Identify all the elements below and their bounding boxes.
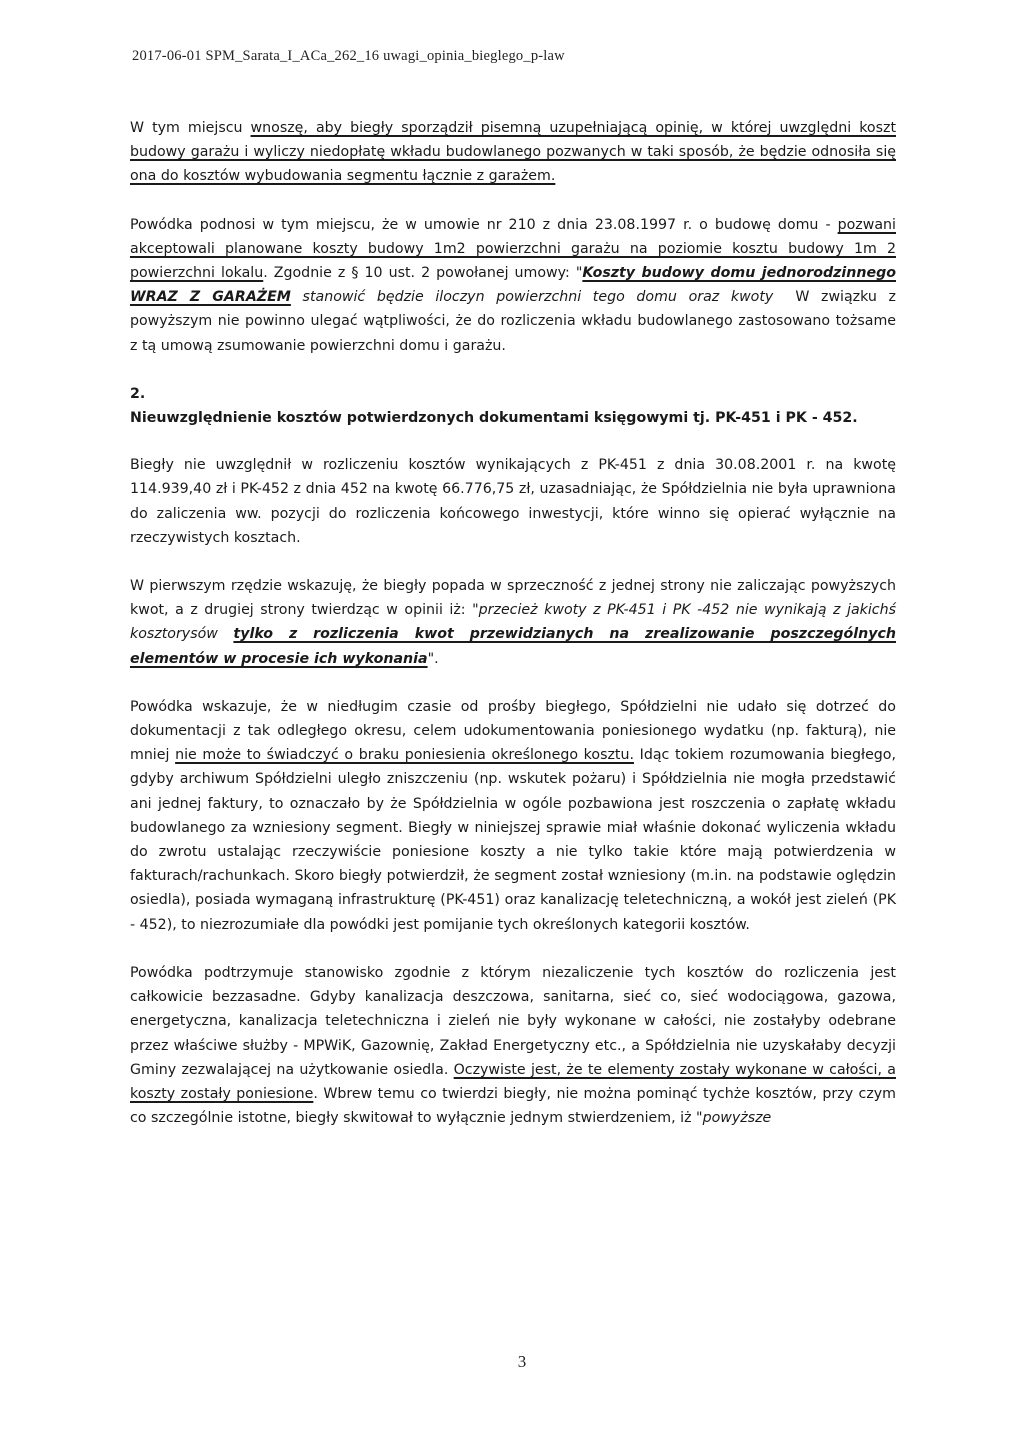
paragraph-documentation: [130, 695, 896, 937]
paragraph-position: [130, 961, 896, 1130]
paragraph-text: Powódka podtrzymuje stanowisko zgodnie z którym niezaliczenie tych kosztów do rozliczenia jest całkowicie bezzasadne. Gdyby kanalizacja deszczowa, sanitarna, sieć co, sieć wodociągowa, gazowa, energetyczna, kanalizacja teletechniczna i zieleń nie były wykonane w całości, nie zostałyby odebrane przez właściwe służby - MPWiK, Gazownię, Zakład Energetyczny etc., a Spółdzielnia nie uzyskałaby decyzji Gminy zezwalającej na użytkowanie osiedla.: [130, 964, 896, 1078]
document-header: 2017-06-01 SPM_Sarata_I_ACa_262_16 uwagi_opinia_bieglego_p-law: [132, 48, 565, 64]
paragraph-text: . Zgodnie z § 10 ust. 2 powołanej umowy: ": [263, 265, 583, 282]
paragraph-request-supplementary-opinion: [130, 116, 896, 189]
paragraph-pk-costs: Biegły nie uwzględnił w rozliczeniu kosztów wynikających z PK-451 z dnia 30.08.2001 r. na kwotę 114.939,40 zł i PK-452 z dnia 452 na kwotę 66.776,75 zł, uzasadniając, że Spółdzielnia nie była uprawniona do zaliczenia ww. pozycji do rozliczenia końcowego inwestycji, które winno się opierać wyłącznie na rzeczywistych kosztach.: [130, 457, 896, 546]
italic-bold-underlined-quote: tylko z rozliczenia kwot przewidzianych na zrealizowanie poszczególnych elementów w procesie ich wykonania: [130, 626, 896, 667]
paragraph-text: W pierwszym rzędzie wskazuję, że biegły popada w sprzeczność z jednej strony nie zaliczając powyższych kwot, a z drugiej strony twierdząc w opinii iż: ": [130, 578, 896, 619]
italic-quote: przecież kwoty z PK-451 i PK -452 nie wynikają z jakichś kosztorysów: [130, 602, 896, 643]
paragraph-text: . Wbrew temu co twierdzi biegły, nie można pominąć tychże kosztów, przy czym co szczególnie istotne, biegły skwitował to wyłącznie jednym stwierdzeniem, iż ": [130, 1085, 897, 1127]
underlined-text: nie może to świadczyć o braku poniesienia określonego kosztu.: [175, 747, 634, 764]
underlined-text: wnoszę, aby biegły sporządził pisemną uzupełniającą opinię, w której uwzględni koszt budowy garażu i wyliczy niedopłatę wkładu budowlanego pozwanych w taki sposób, że będzie odnosiła się ona do kosztów wybudowania segmentu łącznie z garażem.: [130, 120, 897, 185]
document-body: [130, 116, 896, 1130]
italic-bold-underlined-quote: Koszty budowy domu jednorodzinnego WRAZ Z GARAŻEM: [130, 265, 896, 306]
italic-quote: powyższe: [702, 1110, 772, 1127]
paragraph-text: ".: [427, 650, 439, 667]
underlined-text: pozwani akceptowali planowane koszty budowy 1m2 powierzchni garażu na poziomie kosztu budowy 1m 2 powierzchni lokalu: [130, 216, 896, 282]
paragraph-text: Idąc tokiem rozumowania biegłego, gdyby archiwum Spółdzielni uległo zniszczeniu (np. wskutek pożaru) i Spółdzielnia nie mogła przedstawić ani jednej faktury, to oznaczało by że Spółdzielnia w ogóle pozbawiona jest roszczenia o zapłatę wkładu budowlanego za wzniesiony segment. Biegły w niniejszej sprawie miał właśnie dokonać wyliczenia wkładu do zwrotu ustalając rzeczywiście poniesione koszty a nie tylko takie które mają potwierdzenia w fakturach/rachunkach. Skoro biegły potwierdził, że segment został wzniesiony (m.in. na podstawie oględzin osiedla), posiada wymaganą infrastrukturę (PK-451) oraz kanalizację teletechniczną, a wokół jest zieleń (PK - 452), to niezrozumiałe dla powódki jest pomijanie tych określonych kategorii kosztów.: [130, 747, 896, 933]
paragraph-text: W związku z powyższym nie powinno ulegać wątpliwości, że do rozliczenia wkładu budowlanego zastosowano tożsame z tą umową zsumowanie powierzchni domu i garażu.: [130, 289, 896, 354]
paragraph-contract-garage: [130, 213, 896, 358]
page-number: 3: [517, 1352, 527, 1371]
paragraph-text: W tym miejscu: [130, 120, 251, 136]
paragraph-contradiction: [130, 574, 896, 671]
paragraph-text: Powódka podnosi w tym miejscu, że w umowie nr 210 z dnia 23.08.1997 r. o budowę domu -: [130, 216, 838, 233]
section-number: 2.: [130, 385, 146, 402]
underlined-text: Oczywiste jest, że te elementy zostały wykonane w całości, a koszty zostały poniesione: [130, 1061, 896, 1102]
section-title: Nieuwzględnienie kosztów potwierdzonych dokumentami księgowymi tj. PK-451 i PK - 452.: [130, 410, 858, 427]
paragraph-text: Powódka wskazuje, że w niedługim czasie od prośby biegłego, Spółdzielni nie udało się dotrzeć do dokumentacji z tak odległego okresu, celem udokumentowania poniesionego wydatku (np. fakturą), nie mniej: [130, 698, 896, 764]
italic-quote: stanowić będzie iloczyn powierzchni tego domu oraz kwoty: [290, 289, 774, 306]
